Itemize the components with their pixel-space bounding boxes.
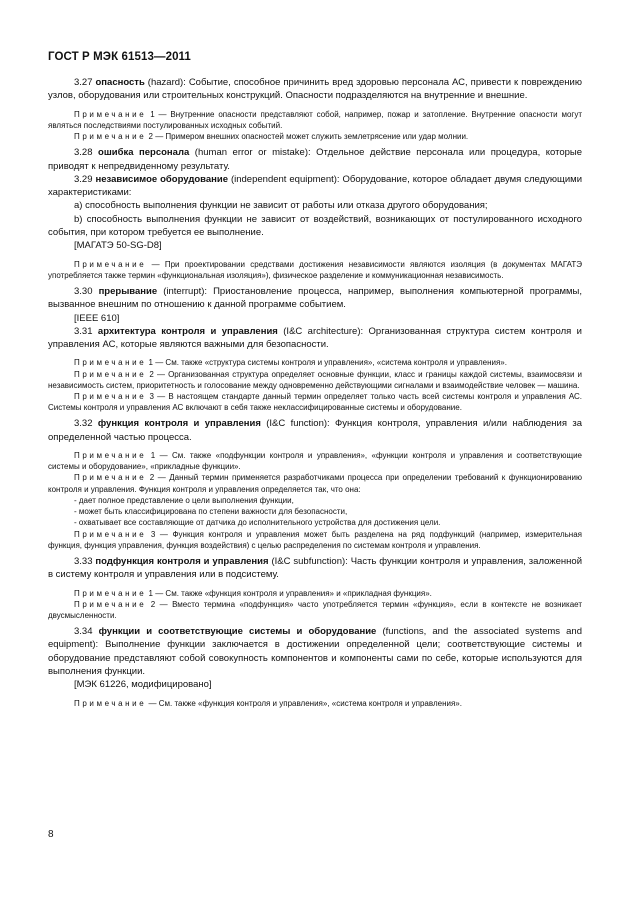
note-paragraph: [48, 391, 582, 413]
definition-text: (functions, and the associated systems and equipment): Выполнение функции заключается в достижении определенной цели; соответствующие системы и оборудование представляют собой совокупность компонентов и компоненты сами по себе, которые используются для выполнения функции.: [48, 626, 582, 677]
document-header: ГОСТ Р МЭК 61513—2011: [48, 51, 191, 63]
note-paragraph: [48, 472, 582, 494]
definition-paragraph: [48, 146, 582, 173]
clause-number: 3.29: [74, 173, 93, 185]
note-label: Примечание: [74, 529, 147, 539]
body-text: [IEEE 610]: [74, 312, 120, 324]
note-text: 1 — См. также «структура системы контроля и управления», «система контроля и управления».: [146, 358, 507, 368]
definition-text: (human error or mistake): Отдельное действие персонала или процедура, которые приводят к непредвиденному результату.: [48, 147, 583, 172]
note-text: 2 — Вместо термина «подфункция» часто употребляется термин «функция», если в контексте не возникает двусмысленности.: [48, 599, 582, 620]
definition-paragraph: [48, 625, 582, 678]
clause-number: 3.33: [74, 555, 93, 567]
definition-paragraph: [48, 325, 582, 352]
definition-text: (hazard): Событие, способное причинить вред здоровью персонала АС, привести к повреждению узлов, оборудования или строительных конструкций. Опасности подразделяются на внутренние и внешние.: [48, 77, 582, 102]
body-text: [МЭК 61226, модифицировано]: [74, 679, 212, 691]
definition-text: (I&C subfunction): Часть функции контроля и управления, заложенной в систему контроля и управления или в подсистему.: [48, 555, 582, 581]
defined-term: функции и соответствующие системы и оборудование: [98, 626, 377, 638]
definition-text: (I&C function): Функция контроля, управления и/или наблюдения за определенной частью процесса.: [48, 418, 582, 443]
clause-number: 3.31: [74, 325, 93, 337]
note-text: 1 — См. также «функция контроля и управления» и «прикладная функция».: [146, 588, 432, 598]
note-text: 1 — Внутренние опасности представляют собой, например, пожар и затопление. Внутренние опасности могут являться последствиями постулированных исходных событий.: [48, 109, 582, 130]
note-label: Примечание: [74, 588, 147, 598]
definition-text: (interrupt): Приостановление процесса, например, выполнения компьютерной программы, вызванное внешним по отношению к данной программе событием.: [48, 285, 583, 311]
note-paragraph: [48, 599, 582, 621]
note-label: Примечание: [74, 698, 147, 708]
defined-term: подфункция контроля и управления: [95, 555, 269, 567]
definition-paragraph: [48, 173, 582, 200]
note-label: Примечание: [74, 259, 147, 269]
note-paragraph: [48, 109, 582, 131]
defined-term: архитектура контроля и управления: [97, 325, 278, 337]
note-label: Примечание: [74, 109, 147, 119]
clause-number: 3.34: [74, 626, 93, 638]
defined-term: независимое оборудование: [95, 173, 229, 185]
note-text: 3 — Функция контроля и управления может быть разделена на ряд подфункций (например, измерительная функция, функция управления, функция воздействия) с целью распределения по системам контроля и управления.: [48, 529, 582, 550]
definition-paragraph: [48, 76, 582, 103]
defined-term: прерывание: [98, 285, 158, 297]
note-text: 2 — Данный термин применяется разработчиками процесса при определении требований к функционированию контроля и управления. Функция контроля и управления определяется так, что она:: [48, 473, 582, 494]
defined-term: ошибка персонала: [98, 147, 190, 159]
clause-number: 3.32: [74, 418, 93, 430]
note-label: Примечание: [74, 369, 147, 379]
clause-number: 3.27: [74, 77, 93, 88]
note-text: 2 — Примером внешних опасностей может служить землетрясение или удар молнии.: [146, 132, 469, 141]
note-list-item: - может быть классифицирована по степени важности для безопасности,: [74, 507, 348, 517]
document-body: [48, 76, 582, 709]
note-text: — См. также «функция контроля и управления», «система контроля и управления».: [146, 698, 462, 708]
definition-paragraph: [48, 285, 582, 312]
note-label: Примечание: [74, 473, 147, 483]
clause-number: 3.30: [74, 285, 93, 297]
note-list-item: - охватывает все составляющие от датчика до исполнительного устройства для достижения цели.: [74, 518, 441, 528]
note-paragraph: [48, 369, 582, 391]
note-paragraph: [48, 588, 582, 599]
note-label: Примечание: [74, 451, 147, 461]
definition-text: (independent equipment): Оборудование, которое обладает двумя следующими характеристиками:: [48, 173, 583, 199]
body-text: [МАГАТЭ 50-SG-D8]: [74, 240, 162, 252]
note-paragraph: [48, 529, 582, 551]
note-text: 1 — См. также «подфункции контроля и управления», «функции контроля и управления и соответствующие системы и оборудование», «прикладные функции».: [48, 451, 582, 472]
defined-term: функция контроля и управления: [97, 418, 261, 430]
note-text: 2 — Организованная структура определяет основные функции, класс и границы каждой системы, взаимосвязи и независимость систем, приоритетность и голосование между одновременно действующими сигналами и взаимодействие человек — машина.: [48, 369, 582, 390]
note-label: Примечание: [74, 132, 147, 141]
note-label: Примечание: [74, 599, 147, 609]
definition-paragraph: [48, 417, 582, 444]
definition-paragraph: [48, 555, 582, 582]
note-paragraph: [48, 259, 582, 281]
note-list-item: - дает полное представление о цели выполнения функции,: [74, 495, 294, 505]
defined-term: опасность: [95, 77, 145, 88]
body-text: a) способность выполнения функции не зависит от работы или отказа другого оборудования;: [74, 200, 488, 212]
note-paragraph: [48, 450, 582, 472]
body-text: b) способность выполнения функции не зависит от воздействий, возникающих от постулированного исходного события, при котором требуется ее выполнение.: [48, 213, 582, 238]
note-text: — При проектировании средствами достижения независимости являются изоляция (в документах МАГАТЭ употребляется также термин «функциональная изоляция»), физическое разделение и коммуникационная независимость.: [48, 259, 582, 280]
note-paragraph: [48, 698, 582, 709]
clause-number: 3.28: [74, 147, 93, 159]
note-label: Примечание: [74, 392, 147, 402]
definition-text: (I&C architecture): Организованная структура систем контроля и управления АС, которые являются важными для безопасности.: [48, 325, 582, 351]
note-text: 3 — В настоящем стандарте данный термин определяет только часть всей системы контроля и управления АС. Системы контроля и управления АС включают в себя также неклассифицированные системы и оборудование.: [48, 392, 582, 413]
page-number: 8: [48, 829, 54, 840]
note-label: Примечание: [74, 358, 147, 368]
note-paragraph: [48, 357, 582, 368]
note-paragraph: [48, 131, 582, 142]
